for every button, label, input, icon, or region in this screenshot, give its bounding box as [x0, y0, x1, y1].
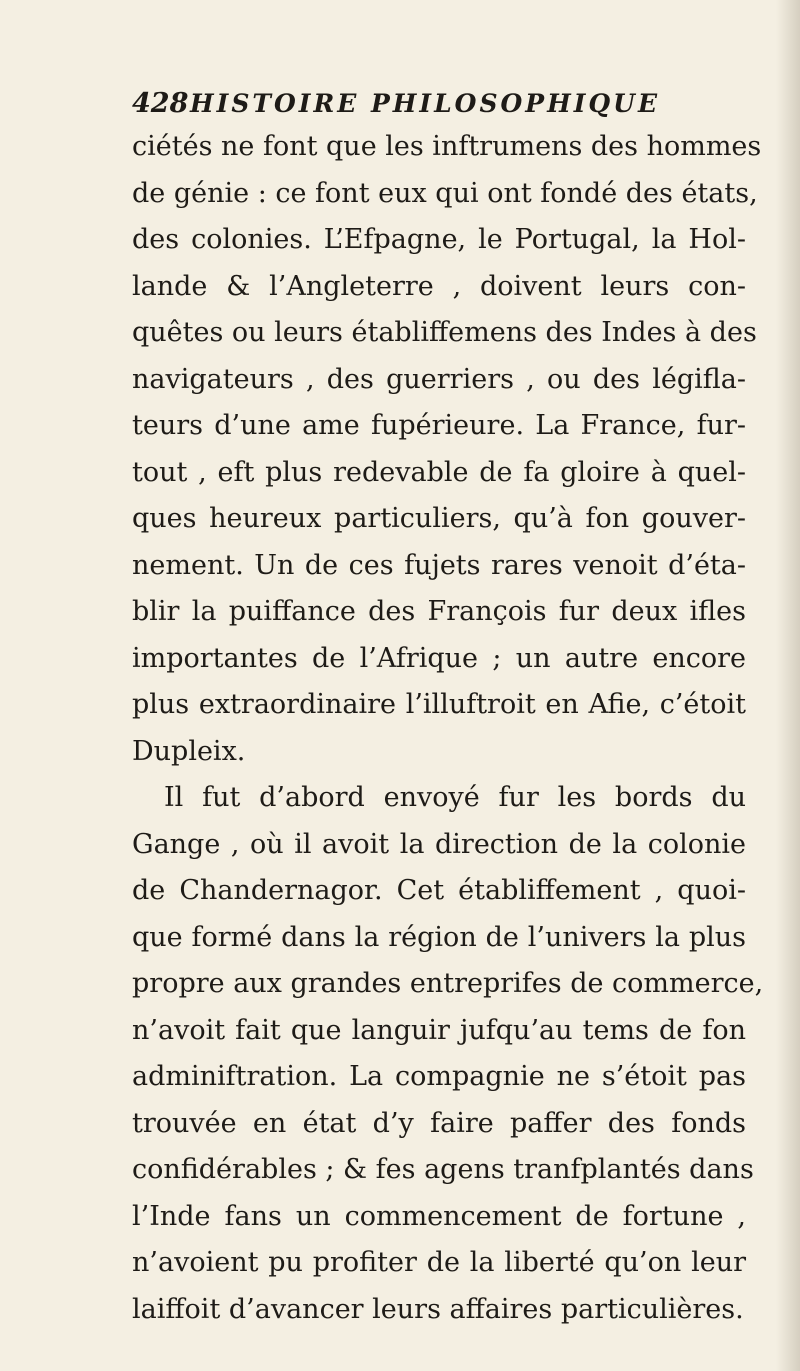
text-line: ques heureux particuliers, qu’à fon gouver- [132, 503, 746, 534]
paragraph-1 [132, 124, 762, 775]
text-line: importantes de l’Afrique ; un autre encore [132, 642, 746, 674]
text-line: quêtes ou leurs établiffemens des Indes à des [132, 317, 757, 348]
text-line: plus extraordinaire l’illuftroit en Afie, c’étoit [132, 689, 746, 720]
text-line: Dupleix. [132, 735, 246, 767]
text-line: l’Inde fans un commencement de fortune , [132, 1200, 746, 1232]
text-line: propre aux grandes entreprifes de commerce, [132, 968, 764, 999]
body-text [132, 124, 764, 1333]
text-line: tout , eft plus redevable de fa gloire à quel- [132, 456, 746, 488]
text-line: n’avoit fait que languir jufqu’au tems de fon [132, 1014, 746, 1046]
running-head-title: HISTOIRE PHILOSOPHIQUE [190, 89, 661, 118]
running-head [132, 86, 752, 122]
text-line: ciétés ne font que les inftrumens des hommes [132, 131, 762, 162]
text-line: teurs d’une ame fupérieure. La France, fur- [132, 410, 746, 441]
text-line: Il fut d’abord envoyé fur les bords du [164, 782, 746, 813]
text-line: que formé dans la région de l’univers la plus [132, 921, 746, 953]
text-line: Gange , où il avoit la direction de la colonie [132, 828, 746, 860]
text-line: trouvée en état d’y faire paffer des fonds [132, 1107, 746, 1139]
text-line: n’avoient pu profiter de la liberté qu’on leur [132, 1247, 746, 1278]
page-number: 428 [132, 88, 189, 119]
text-line: lande & l’Angleterre , doivent leurs con- [132, 270, 746, 302]
text-line: de Chandernagor. Cet établiffement , quoi- [132, 875, 746, 906]
text-line: des colonies. L’Efpagne, le Portugal, la Hol- [132, 224, 746, 255]
text-line: adminiftration. La compagnie ne s’étoit pas [132, 1061, 746, 1092]
text-line: blir la puiffance des François fur deux ifles [132, 596, 746, 627]
text-line: navigateurs , des guerriers , ou des légifla- [132, 363, 746, 395]
paragraph-2 [132, 775, 764, 1333]
text-line: laiffoit d’avancer leurs affaires particulières. [132, 1293, 744, 1325]
text-line: de génie : ce font eux qui ont fondé des états, [132, 177, 758, 209]
text-line: nement. Un de ces fujets rares venoit d’éta- [132, 549, 746, 581]
text-line: confidérables ; & fes agens tranfplantés dans [132, 1154, 754, 1185]
